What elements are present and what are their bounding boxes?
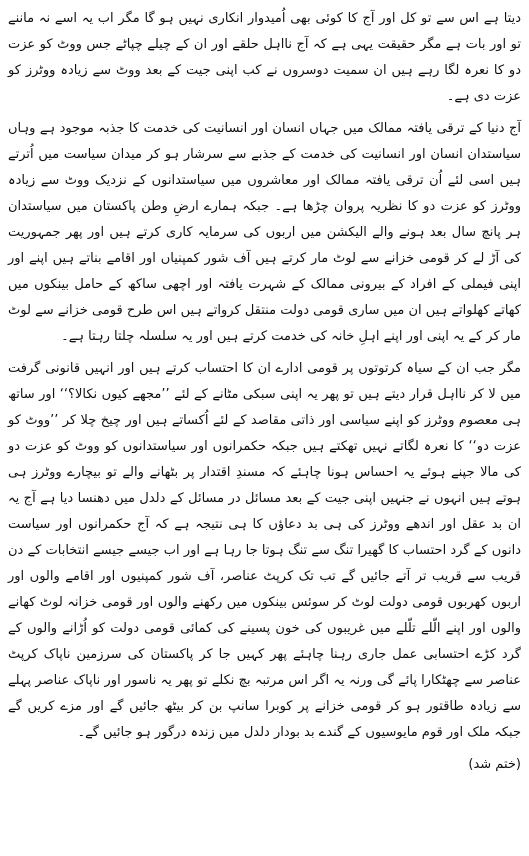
article-paragraph-3: مگر جب ان کے سیاہ کرتوتوں پر قومی ادارے ان کا احتساب کرتے ہیں اور انہیں قانونی گرفت میں لا کر نااہل قرار دیتے ہیں تو پھر یہ اپنی سبکی مٹانے کے لئے ’’مجھے کیوں نکالا؟‘‘ اور ساتھ ہی معصوم ووٹرز کو اپنے سیاسی اور ذاتی مقاصد کے لئے اُکساتے ہیں اور چیخ چلا کر ’’ووٹ کو عزت دو‘‘ کا نعرہ لگاتے نہیں تھکتے ہیں جبکہ حکمرانوں اور سیاستدانوں کو ووٹ کو عزت دو کی مالا جپنے ہوئے یہ احساس ہونا چاہئے کہ مسندِ اقتدار پر بٹھانے والے تو بیچارے ووٹرز ہی ہوتے ہیں انہوں نے جنہیں اپنی جیت کے بعد مسائل در مسائل کے دلدل میں دھنسا دیا ہے آج یہ ان بد عقل اور اندھے ووٹرز کی ہی بد دعاؤں کا ہی نتیجہ ہے کہ آج حکمرانوں اور سیاست دانوں کے گرد احتساب کا گھیرا تنگ سے تنگ ہوتا جا رہا ہے اور اب جیسے جیسے انتخابات کے دن قریب سے قریب تر آتے جائیں گے تب تک کرپٹ عناصر، آف شور کمپنیوں اور اقامے والوں اور اربوں کھربوں قومی دولت لوٹ کر سوئس بینکوں میں رکھنے والوں اور قومی خزانہ لوٹ کھانے والوں اور اپنے الّلے تلّلے میں غریبوں کی خون پسینے کی کمائی قومی دولت کو اُڑانے والوں کے گرد کڑے احتسابی عمل جاری رہنا چاہئے پھر کہیں جا کر پاکستان کی سرزمین ناپاک کرپٹ عناصر سے چھٹکارا پائے گی ورنہ یہ اگر اس مرتبہ بچ نکلے تو پھر یہ ناسور اور ناپاک عناصر پہلے سے زیادہ طاقتور ہو کر قومی خزانے پر کوبرا سانپ بن کر بیٹھ جائیں گے اور مزے کریں گے جبکہ ملک اور قوم مایوسیوں کے گندے بد بودار دلدل میں زندہ درگور ہو جائیں گے۔ [8,361,521,740]
article-paragraph-1: دیتا ہے اس سے تو کل اور آج کا کوئی بھی اُمیدوار انکاری نہیں ہو گا مگر اب یہ اسے نہ ماننے تو اور بات ہے مگر حقیقت یہی ہے کہ آج نااہل حلقے اور ان کے چیلے چپاٹے جس ووٹ کو عزت دو کا نعرہ لگا رہے ہیں ان سمیت دوسروں نے کب اپنی جیت کے بعد ووٹ سے زیادہ ووٹرز کو عزت دی ہے۔ [8,11,521,104]
article-end-marker: (ختم شد) [468,757,521,772]
article-paragraph-2: آج دنیا کے ترقی یافتہ ممالک میں جہاں انسان اور انسانیت کی خدمت کا جذبہ موجود ہے وہاں سیاستدان انسان اور انسانیت کی خدمت کے جذبے سے سرشار ہو کر میدان سیاست میں اُترتے ہیں اسی لئے اُن ترقی یافتہ ممالک اور معاشروں میں سیاستدانوں کے نزدیک ووٹ سے زیادہ ووٹرز کو عزت دو کا نظریہ پروان چڑھا ہے۔ جبکہ ہمارے ارضِ وطن پاکستان میں سیاستدان ہر پانچ سال بعد ہونے والے الیکشن میں اربوں کی سرمایہ کاری کرتے ہیں اور پھر جمہوریت کی آڑ لے کر قومی خزانے سے لوٹ مار کرتے ہیں آف شور کمپنیاں اور اقامے بناتے ہیں اپنے اور اپنی فیملی کے افراد کے بیرونی ممالک کے شہرت یافتہ اور اچھی ساکھ کے حامل بینکوں میں کھاتے کھلواتے ہیں ان میں ساری قومی دولت منتقل کرواتے ہیں اس طرح قومی خزانے سے لوٹ مار کر کے یہ اپنی اور اپنے اہلِ خانہ کی خدمت کرتے ہیں اور یہ سلسلہ چلتا رہتا ہے۔ [8,121,521,344]
